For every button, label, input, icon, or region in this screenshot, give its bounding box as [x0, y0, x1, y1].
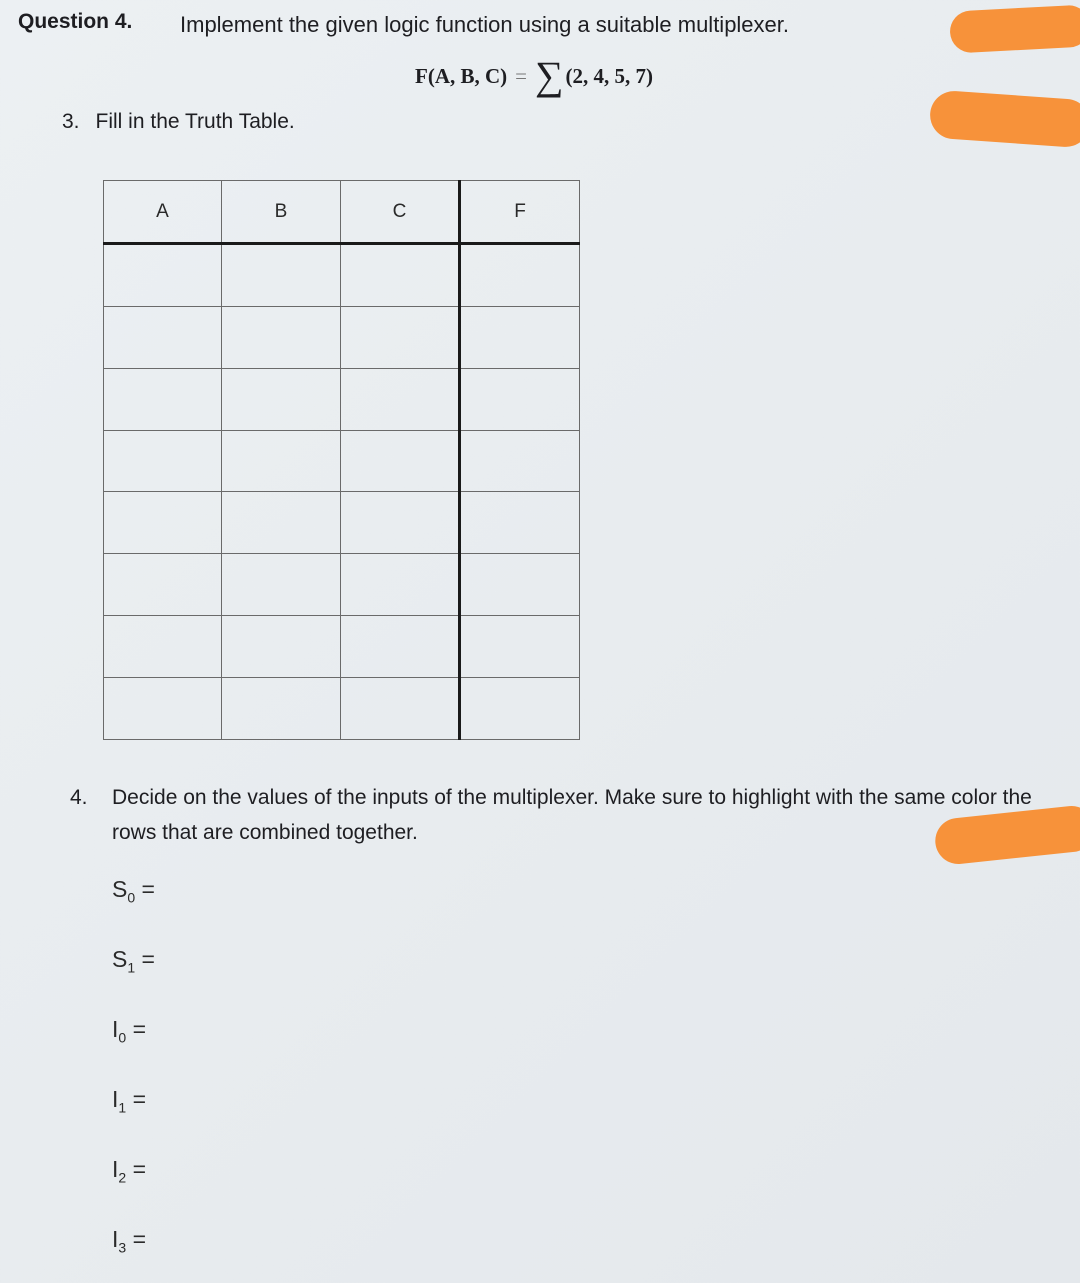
table-cell[interactable]: [460, 616, 580, 678]
equation-i3: $I_3$ =: [112, 1226, 147, 1256]
table-cell[interactable]: [341, 430, 460, 492]
table-row: [104, 678, 580, 740]
table-cell[interactable]: [222, 368, 341, 430]
table-row: [104, 616, 580, 678]
table-cell[interactable]: [104, 492, 222, 554]
sigma-symbol: ∑: [535, 53, 564, 98]
item-3-number: 3.: [62, 110, 80, 133]
header-b: B: [222, 181, 341, 244]
table-cell[interactable]: [222, 430, 341, 492]
question-label: Question 4.: [18, 10, 133, 33]
table-cell[interactable]: [222, 244, 341, 307]
table-cell[interactable]: [222, 492, 341, 554]
table-cell[interactable]: [341, 492, 460, 554]
equation-i1: $I_1$ =: [112, 1086, 147, 1116]
table-row: [104, 244, 580, 307]
table-cell[interactable]: [460, 244, 580, 307]
table-row: [104, 492, 580, 554]
table-row: [104, 554, 580, 616]
table-cell[interactable]: [104, 554, 222, 616]
formula-minterms: (2, 4, 5, 7): [565, 64, 654, 88]
equation-i0: $I_0$ =: [112, 1016, 147, 1046]
header-c: C: [341, 181, 460, 244]
table-cell[interactable]: [222, 616, 341, 678]
table-row: [104, 430, 580, 492]
question-text: Implement the given logic function using a suitable multiplexer.: [180, 12, 790, 37]
table-cell[interactable]: [222, 554, 341, 616]
equation-s1: $S_1$ =: [112, 946, 155, 976]
table-cell[interactable]: [460, 430, 580, 492]
header-f: F: [460, 181, 580, 244]
formula-lhs: F(A, B, C): [415, 64, 508, 88]
table-cell[interactable]: [104, 368, 222, 430]
table-cell[interactable]: [341, 306, 460, 368]
table-cell[interactable]: [460, 492, 580, 554]
redaction-mark-1: [949, 4, 1080, 53]
table-cell[interactable]: [104, 678, 222, 740]
table-cell[interactable]: [460, 554, 580, 616]
table-cell[interactable]: [104, 430, 222, 492]
table-cell[interactable]: [341, 554, 460, 616]
redaction-mark-2: [929, 89, 1080, 148]
item-3: [62, 110, 295, 134]
item-4: [70, 780, 1060, 850]
header-a: A: [104, 181, 222, 244]
table-cell[interactable]: [460, 306, 580, 368]
table-cell[interactable]: [341, 678, 460, 740]
table-row: [104, 306, 580, 368]
table-cell[interactable]: [104, 244, 222, 307]
item-4-number: 4.: [70, 786, 88, 809]
equation-s0: $S_0$ =: [112, 876, 155, 906]
table-cell[interactable]: [104, 616, 222, 678]
table-cell[interactable]: [460, 368, 580, 430]
table-cell[interactable]: [222, 678, 341, 740]
equation-i2: $I_2$ =: [112, 1156, 147, 1186]
logic-function-formula: [415, 52, 653, 99]
table-cell[interactable]: [222, 306, 341, 368]
table-cell[interactable]: [341, 368, 460, 430]
truth-table: [103, 180, 580, 740]
table-row: [104, 368, 580, 430]
table-cell[interactable]: [341, 616, 460, 678]
item-4-text: Decide on the values of the inputs of the multiplexer. Make sure to highlight with the same color the rows that are combined together.: [112, 786, 1032, 844]
formula-equals: =: [515, 64, 527, 88]
item-3-text: Fill in the Truth Table.: [95, 110, 295, 133]
table-cell[interactable]: [460, 678, 580, 740]
table-cell[interactable]: [104, 306, 222, 368]
table-cell[interactable]: [341, 244, 460, 307]
